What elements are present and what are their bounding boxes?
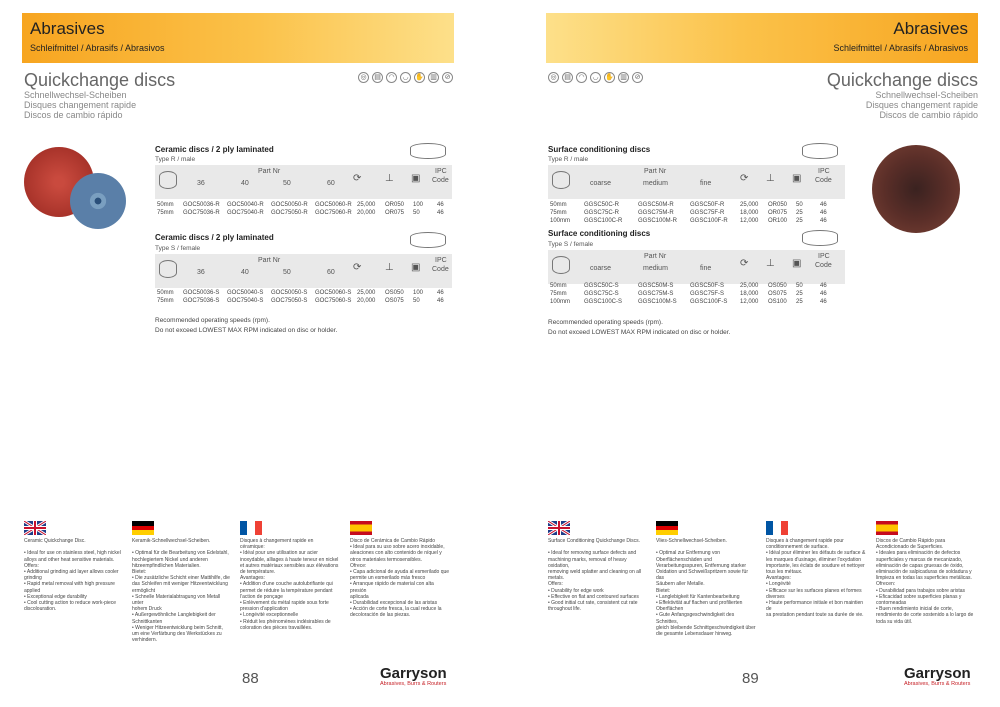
band-title: Abrasives bbox=[30, 19, 105, 38]
spanish-flag-icon bbox=[876, 521, 898, 535]
section-type: Type R / male bbox=[548, 156, 589, 163]
disc-size-icon bbox=[159, 171, 177, 189]
garryson-logo: Garryson bbox=[904, 665, 971, 682]
page-number: 89 bbox=[742, 670, 759, 687]
section-title: Surface conditioning discs bbox=[548, 229, 651, 238]
ceramic-disc-photo bbox=[24, 145, 124, 237]
band-title: Abrasives bbox=[893, 19, 968, 38]
disc-size-icon bbox=[552, 171, 570, 189]
speed-warning: Do not exceed LOWEST MAX RPM indicated on disc or holder. bbox=[548, 329, 731, 336]
rpm-icon: ⟳ bbox=[740, 173, 749, 184]
header-band bbox=[546, 13, 978, 63]
grit-col: 40 bbox=[241, 180, 249, 187]
subtitle-de: Schnellwechsel-Scheiben bbox=[875, 90, 978, 100]
grade-col: medium bbox=[643, 265, 668, 272]
mask-icon: ◡ bbox=[590, 72, 601, 83]
uk-flag-icon bbox=[548, 521, 570, 535]
disc-size-icon bbox=[552, 256, 570, 274]
manual-icon: ▤ bbox=[372, 72, 383, 83]
manual-icon: ▤ bbox=[562, 72, 573, 83]
section-type: Type S / female bbox=[548, 241, 594, 248]
section-type: Type R / male bbox=[155, 156, 196, 163]
ipc-label: IPC bbox=[435, 168, 447, 175]
blue-disc bbox=[70, 173, 126, 229]
lang-text-es: Discos de Cambio Rápido para Acondicionado de Superficies. • Ideales para eliminación de defectos superficiales y marcas de mecanizado, eliminación de capas gruesas de óxido, eliminación de salpicaduras de soldadura y limpieza en todas las superficies metálicas. Ofrecen: • Durabilidad para trabajos sobre aristas • Eficacidad sobre superficies planas y contorneadas • Buen rendimiento inicial de corte, rendimiento de corte sostenido a lo largo de toda su vida útil. bbox=[876, 538, 974, 625]
garryson-logo: Garryson bbox=[380, 665, 447, 682]
goggles-icon: ◎ bbox=[548, 72, 559, 83]
code-label: Code bbox=[432, 177, 449, 184]
grit-col: 36 bbox=[197, 180, 205, 187]
grade-col: coarse bbox=[590, 180, 612, 187]
rpm-icon: ⟳ bbox=[740, 258, 749, 269]
table-header bbox=[548, 250, 845, 284]
subtitle-fr: Disques changement rapide bbox=[865, 100, 978, 110]
subtitle-fr: Disques changement rapide bbox=[24, 100, 137, 110]
logo-tagline: Abrasives, Burrs & Routers bbox=[380, 681, 447, 687]
lang-text-es: Disco de Cerámica de Cambio Rápido • Ideal para su uso sobre acero inoxidable, aleaciones con alto contenido de níquel y otros materiales termosensibles. Ofrece: • Capa adicional de ayuda al esmerilado que permite un esmerilado más fresco • Arranque rápido de material con alta presión aplicada • Durabilidad excepcional de las aristas • Acción de corte fresca, la cual reduce la decoloración de las piezas. bbox=[350, 538, 450, 619]
ear-protection-icon: ◠ bbox=[576, 72, 587, 83]
page-title: Quickchange discs bbox=[826, 70, 978, 90]
safety-icons bbox=[358, 72, 453, 83]
page-number: 88 bbox=[242, 670, 259, 687]
band-subtitle: Schleifmittel / Abrasifs / Abrasivos bbox=[30, 43, 165, 53]
box-icon: ▣ bbox=[792, 258, 802, 269]
gloves-icon: ✋ bbox=[605, 74, 614, 81]
section-title: Surface conditioning discs bbox=[548, 145, 651, 154]
grit-col: 40 bbox=[241, 269, 249, 276]
grit-col: 50 bbox=[283, 269, 291, 276]
grit-col: 50 bbox=[283, 180, 291, 187]
header-band bbox=[22, 13, 454, 63]
lang-text-de: Keramik-Schnellwechsel-Scheiben. • Optimal für die Bearbeitung von Edelstahl, hochlegiertem Nickel und anderen hitzeempfindlichen Materialien. Bietet: • Die zusätzliche Schicht einer Mattihilfe, die das Schleifen mit weniger Hitzeentwicklung ermöglicht • Schnelle Materialabtragung von Metall unter hohem Druck • Außergewöhnliche Langlebigkeit der Schnittkanten • Weniger Hitzeentwicklung beim Schnitt, um eine Verfärbung des Werkstückes zu verhindern. bbox=[132, 538, 230, 644]
goggles-icon: ◎ bbox=[358, 72, 369, 83]
grit-col: 60 bbox=[327, 269, 335, 276]
disc-type-icon bbox=[410, 143, 446, 159]
ipc-label: IPC bbox=[435, 257, 447, 264]
no-wet-icon: ⊘ bbox=[632, 72, 643, 83]
speed-note: Recommended operating speeds (rpm). bbox=[548, 319, 663, 326]
french-flag-icon bbox=[766, 521, 788, 535]
box-icon: ▣ bbox=[792, 173, 802, 184]
subtitle-es: Discos de cambio rápido bbox=[879, 110, 978, 120]
holder-icon: ⊥ bbox=[766, 173, 775, 184]
ipc-label: IPC bbox=[818, 168, 830, 175]
part-nr-label: Part Nr bbox=[258, 257, 281, 264]
box-icon: ▣ bbox=[411, 173, 421, 184]
band-subtitle: Schleifmittel / Abrasifs / Abrasivos bbox=[833, 43, 968, 53]
code-label: Code bbox=[432, 266, 449, 273]
code-label: Code bbox=[815, 262, 832, 269]
grade-col: fine bbox=[700, 180, 712, 187]
lang-text-en: Ceramic Quickchange Disc. • Ideal for use on stainless steel, high nickel alloys and other heat sensitive materials. Offers: • Additional grinding aid layer allows cooler grinding • Rapid metal removal with high pressure applied • Exceptional edge durability • Cool cutting action to reduce work-piece discolouration. bbox=[24, 538, 121, 613]
safety-icons bbox=[548, 72, 643, 83]
disc-type-icon bbox=[802, 230, 838, 246]
code-label: Code bbox=[815, 177, 832, 184]
rpm-icon: ⟳ bbox=[353, 262, 362, 273]
grade-col: fine bbox=[700, 265, 712, 272]
part-nr-label: Part Nr bbox=[644, 253, 667, 260]
table-header bbox=[155, 165, 452, 199]
table-header bbox=[155, 254, 452, 288]
disc-type-icon bbox=[802, 143, 838, 159]
grit-col: 60 bbox=[327, 180, 335, 187]
section-title: Ceramic discs / 2 ply laminated bbox=[155, 145, 274, 154]
uk-flag-icon bbox=[24, 521, 46, 535]
grit-col: 36 bbox=[197, 269, 205, 276]
lang-text-en: Surface Conditioning Quickchange Discs. • Ideal for removing surface defects and machining marks, removal of heavy oxidation, removing weld splatter and cleaning on all metals. Offers: • Durability for edge work • Effective on flat and contoured surfaces • Good initial cut rate, consistent cut rate throughout life. bbox=[548, 538, 642, 613]
holder-icon: ⊥ bbox=[766, 258, 775, 269]
disc-size-icon bbox=[159, 260, 177, 278]
grade-col: medium bbox=[643, 180, 668, 187]
holder-icon: ⊥ bbox=[385, 262, 394, 273]
ear-protection-icon: ◠ bbox=[386, 72, 397, 83]
disc-type-icon bbox=[410, 232, 446, 248]
spanish-flag-icon bbox=[350, 521, 372, 535]
no-wet-icon: ⊘ bbox=[442, 72, 453, 83]
lang-text-de: Vlies-Schnellwechsel-Scheiben. • Optimal zur Entfernung von Oberflächenschäden und Verarbeitungsspuren, Entfernung starker Oxidation und Schweißspritzern sowie für das Säubern aller Metalle. Bietet: • Langlebigkeit für Kantenbearbeitung • Effektivität auf flachen und profilierten Oberflächen • Gute Anfangsgeschwindigkeit des Schnittes, gleich bleibende Schnittgeschwindigkeit über die gesamte Lebensdauer hinweg. bbox=[656, 538, 756, 638]
part-nr-label: Part Nr bbox=[258, 168, 281, 175]
speed-note: Recommended operating speeds (rpm). bbox=[155, 317, 270, 324]
part-nr-label: Part Nr bbox=[644, 168, 667, 175]
subtitle-de: Schnellwechsel-Scheiben bbox=[24, 90, 127, 100]
grade-col: coarse bbox=[590, 265, 612, 272]
holder-icon: ⊥ bbox=[385, 173, 394, 184]
lang-text-fr: Disques à changement rapide en céramique: • Idéal pour une utilisation sur acier inoxydable, alliages à haute teneur en nickel et autres matériaux sensibles aux élévations de température. Avantages: • Addition d'une couche autolubrifiante qui permet de réduire la température pendant l'action de ponçage • Enlèvement du métal rapide sous forte pression d'application • Longévité exceptionnelle • Réduit les phénomènes indésirables de coloration des pièces travaillées. bbox=[240, 538, 339, 631]
brown-disc bbox=[872, 145, 960, 233]
rpm-icon: ⟳ bbox=[353, 173, 362, 184]
gloves-icon: ✋ bbox=[415, 74, 424, 81]
section-title: Ceramic discs / 2 ply laminated bbox=[155, 233, 274, 242]
french-flag-icon bbox=[240, 521, 262, 535]
speed-warning: Do not exceed LOWEST MAX RPM indicated on disc or holder. bbox=[155, 327, 338, 334]
box-icon: ▣ bbox=[411, 262, 421, 273]
table-header bbox=[548, 165, 845, 199]
book-icon: ▥ bbox=[618, 72, 629, 83]
german-flag-icon bbox=[132, 521, 154, 535]
page-title: Quickchange discs bbox=[24, 70, 176, 90]
mask-icon: ◡ bbox=[400, 72, 411, 83]
subtitle-es: Discos de cambio rápido bbox=[24, 110, 123, 120]
lang-text-fr: Disques à changement rapide pour conditionnement de surface. • Idéal pour éliminer les défauts de surface & les marques d'usinage, éliminer l'oxydation importante, les éclats de soudure et nettoyer tous les métaux. Avantages: • Longévité • Efficace sur les surfaces planes et formes diverses • Haute performance initiale et bon maintien de sa prestation pendant toute sa durée de vie. bbox=[766, 538, 866, 619]
surface-disc-photo bbox=[868, 145, 968, 237]
ipc-label: IPC bbox=[818, 253, 830, 260]
book-icon: ▥ bbox=[428, 72, 439, 83]
logo-tagline: Abrasives, Burrs & Routers bbox=[904, 681, 971, 687]
german-flag-icon bbox=[656, 521, 678, 535]
right-page: Abrasives Schleifmittel / Abrasifs / Abrasivos Quickchange discs Schnellwechsel-Scheiben Disques changement rapide Discos de cambio rápido ◎ ▤ ◠ ◡ ✋ ▥ ⊘ Surface conditioning discs Type R / male Part Nr coarse medium fine ⟳ ⊥ ▣ IPC Code 50mm GGSC50C-R GGSC50M-R GGSC50F-R 25,000 OR050 50 46 75mm GGSC75C-R GGSC75M-R GGSC75F-R 18,000 OR075 25 46 100mm GGSC100C-R GGSC100M-R GGSC100F-R 12,000 OR100 25 46 Surface conditioning discs Type S / female Part Nr coarse medium fine ⟳ ⊥ ▣ IPC Code 50mm GGSC50C-S GGSC50M-S GGSC50F-S 25,000 OS050 50 46 75mm GGSC75C-S GGSC75M-S GGSC75F-S 18,000 OS075 25 46 100mm GGSC100C-S GGSC100M-S GGSC100F-S 12,000 OS100 25 46 Recommended operating speeds (rpm). Do not exceed LOWEST MAX RPM indicated on disc or holder. Surface Conditioning Quickchange Discs. • Ideal for removing surface defects and machining marks, removal of heavy oxidation, removing weld splatter and cleaning on all metals. Offers: • Durability for edge work • Effective on flat and contoured surfaces • Good initial cut rate, consistent cut rate throughout life. Vlies-Schnellwechsel-Scheiben. • Optimal zur Entfernung von Oberflächenschäden und Verarbeitungsspuren, Entfernung starker Oxidation und Schweißspritzern sowie für das Säubern aller Metalle. Bietet: • Langlebigkeit für Kantenbearbeitung • Effektivität auf flachen und profilierten Oberflächen • Gute Anfangsgeschwindigkeit des Schnittes, gleich bleibende Schnittgeschwindigkeit über die gesamte Lebensdauer hinweg. Disques à changement rapide pour conditionnement de surface. • Idéal pour éliminer les défauts de surface & les marques d'usinage, éliminer l'oxydation importante, les éclats de soudure et nettoyer tous les métaux. Avantages: • Longévité • Efficace sur les surfaces planes et formes diverses • Haute performance initiale et bon maintien de sa prestation pendant toute sa durée de vie. Discos de Cambio Rápido para Acondicionado de Superficies. • Ideales para eliminación de defectos superficiales y marcas de mecanizado, eliminación de capas gruesas de óxido, eliminación de salpicaduras de soldadura y limpieza en todas las superficies metálicas. Ofrecen: • Durabilidad para trabajos sobre aristas • Eficacidad sobre superficies planas y contorneadas • Buen rendimiento inicial de corte, rendimiento de corte sostenido a lo largo de toda su vida útil. 89 Garryson Abrasives, Burrs & Routers bbox=[500, 0, 1000, 707]
section-type: Type S / female bbox=[155, 245, 201, 252]
left-page: Abrasives Schleifmittel / Abrasifs / Abrasivos Quickchange discs Schnellwechsel-Scheiben Disques changement rapide Discos de cambio rápido ◎ ▤ ◠ ◡ ✋ ▥ ⊘ Ceramic discs / 2 ply laminated Type R / male Part Nr 36 40 50 60 ⟳ ⊥ ▣ IPC Code 50mm GOC50036-R GOC50040-R GOC50050-R GOC50060-R 25,000 OR050 100 46 75mm GOC75036-R GOC75040-R GOC75050-R GOC75060-R 20,000 OR075 50 46 Ceramic discs / 2 ply laminated Type S / female Part Nr 36 40 50 60 ⟳ ⊥ ▣ IPC Code 50mm GOC50036-S GOC50040-S GOC50050-S GOC50060-S 25,000 OS050 100 46 75mm GOC75036-S GOC75040-S GOC75050-S GOC75060-S 20,000 OS075 50 46 Recommended operating speeds (rpm). Do not exceed LOWEST MAX RPM indicated on disc or holder. Ceramic Quickchange Disc. • Ideal for use on stainless steel, high nickel alloys and other heat sensitive materials. Offers: • Additional grinding aid layer allows cooler grinding • Rapid metal removal with high pressure applied • Exceptional edge durability • Cool cutting action to reduce work-piece discolouration. Keramik-Schnellwechsel-Scheiben. • Optimal für die Bearbeitung von Edelstahl, hochlegiertem Nickel und anderen hitzeempfindlichen Materialien. Bietet: • Die zusätzliche Schicht einer Mattihilfe, die das Schleifen mit weniger Hitzeentwicklung ermöglicht • Schnelle Materialabtragung von Metall unter hohem Druck • Außergewöhnliche Langlebigkeit der Schnittkanten • Weniger Hitzeentwicklung beim Schnitt, um eine Verfärbung des Werkstückes zu verhindern. Disques à changement rapide en céramique: • Idéal pour une utilisation sur acier inoxydable, alliages à haute teneur en nickel et autres matériaux sensibles aux élévations de température. Avantages: • Addition d'une couche autolubrifiante qui permet de réduire la température pendant l'action de ponçage • Enlèvement du métal rapide sous forte pression d'application • Longévité exceptionnelle • Réduit les phénomènes indésirables de coloration des pièces travaillées. Disco de Cerámica de Cambio Rápido • Ideal para su uso sobre acero inoxidable, aleaciones con alto contenido de níquel y otros materiales termosensibles. Ofrece: • Capa adicional de ayuda al esmerilado que permite un esmerilado más fresco • Arranque rápido de material con alta presión aplicada • Durabilidad excepcional de las aristas • Acción de corte fresca, la cual reduce la decoloración de las piezas. 88 Garryson Abrasives, Burrs & Routers bbox=[0, 0, 500, 707]
